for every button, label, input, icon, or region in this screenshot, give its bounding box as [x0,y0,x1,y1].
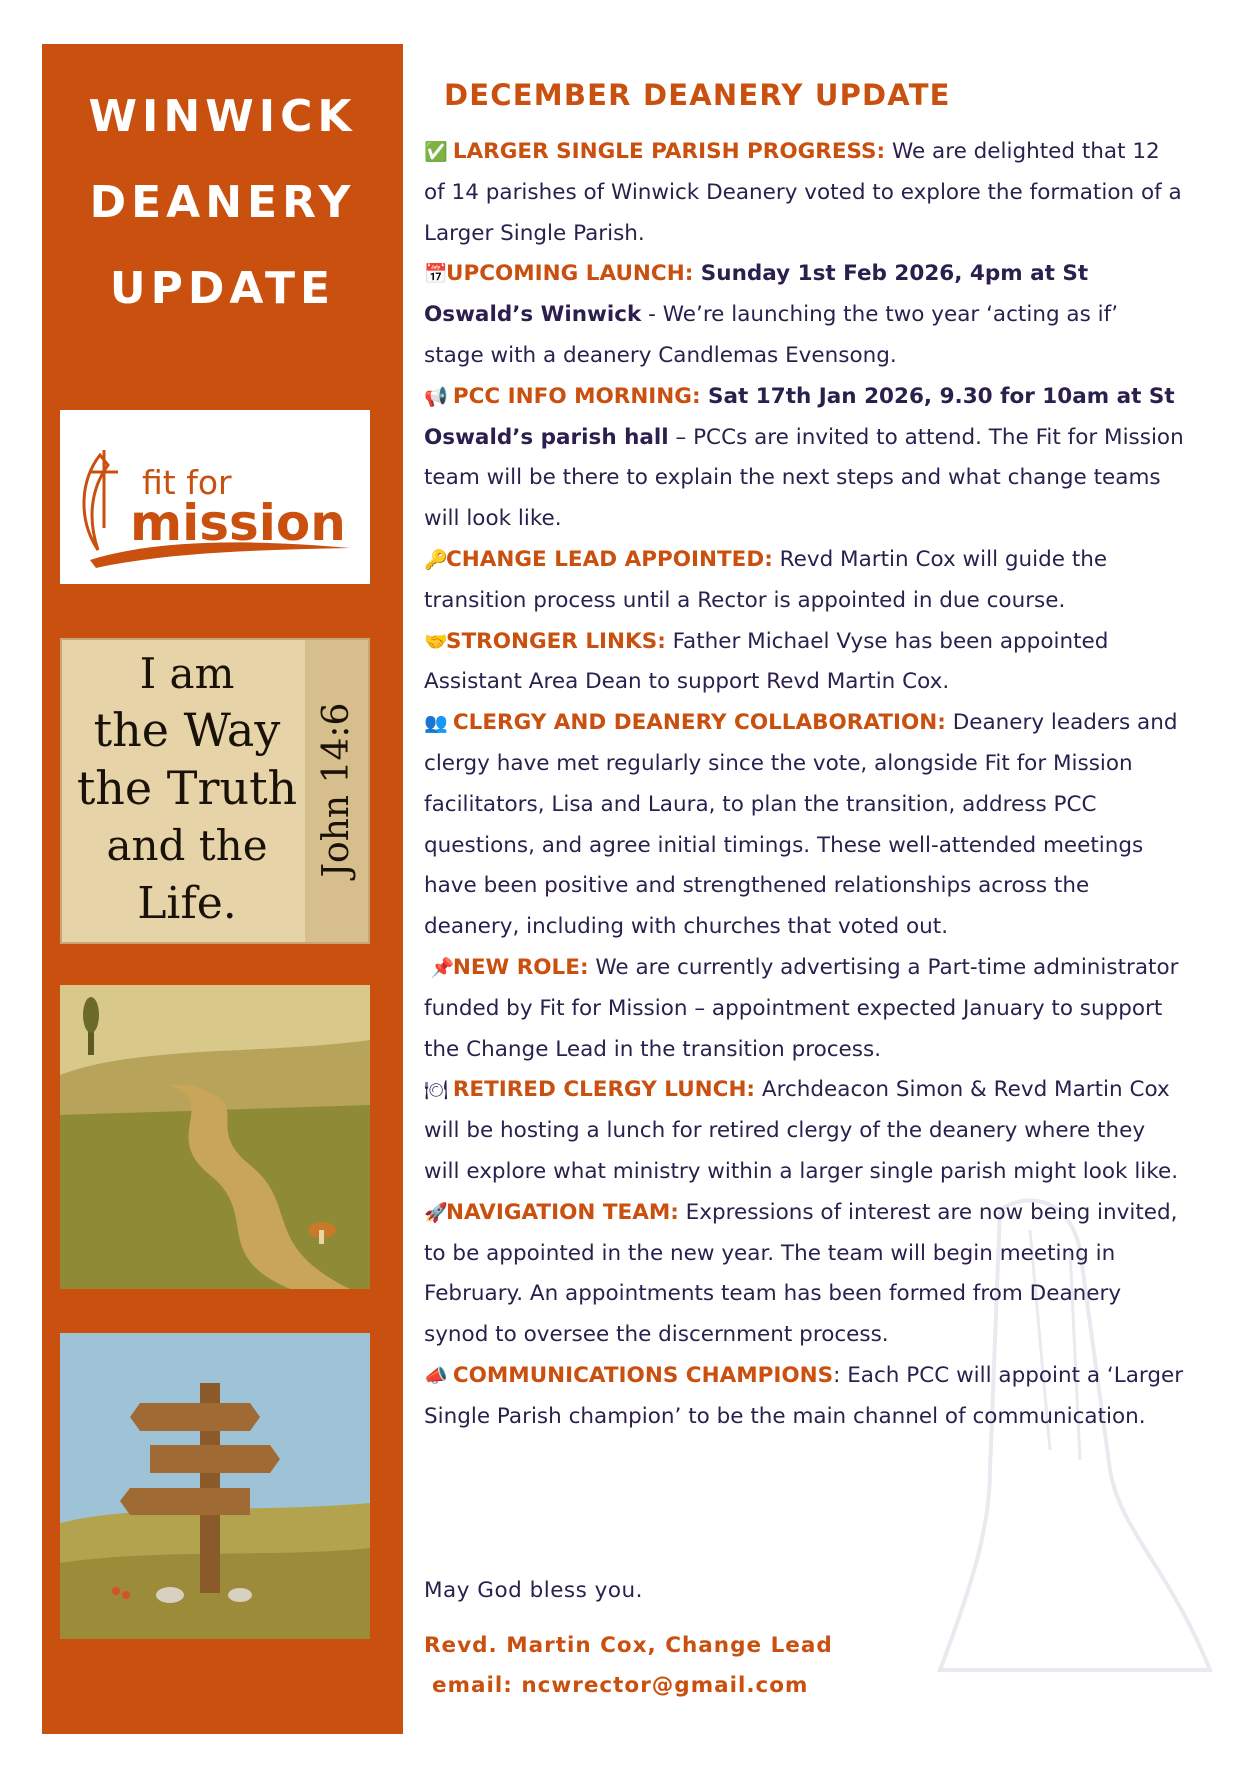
item-text: Expressions of interest are now being invited, to be appointed in the new year. The team will begin meeting in February. An appointments team has been formed from Deanery synod to oversee the discernment process. [424,1199,1178,1348]
item-label: LARGER SINGLE PARISH PROGRESS: [452,139,886,164]
sidebar-title-line-1: WINWICK [88,91,357,142]
blessing: May God bless you. [424,1578,644,1603]
update-item [424,377,1184,540]
signpost-painting [60,1333,370,1639]
people-icon: 👥 [424,712,448,735]
fork-knife-icon: 🍽 [424,1079,449,1102]
item-label: CLERGY AND DEANERY COLLABORATION: [452,710,946,736]
update-item [424,1193,1184,1356]
key-icon: 🔑 [424,548,448,571]
megaphone-icon: 📢 [424,385,448,408]
verse-reference: John 14:6 [316,702,357,878]
item-text: Archdeacon Simon & Revd Martin Cox will be hosting a lunch for retired clergy of the deanery where they will explore what ministry within a larger single parish might look like. [424,1077,1179,1184]
sidebar [42,44,403,1734]
update-item [424,254,1184,376]
rocket-icon: 🚀 [424,1201,448,1224]
verse-line-1: I am [139,649,235,698]
footprints-path-painting [60,985,370,1289]
item-text: Father Michael Vyse has been appointed Assistant Area Dean to support Revd Martin Cox. [424,628,1109,695]
signature-block [424,1626,833,1706]
item-text: : Each PCC will appoint a ‘Larger Single Parish champion’ to be the main channel of communication. [424,1362,1184,1429]
verse-line-5: Life. [137,878,237,929]
calendar-icon: 📅 [424,263,448,286]
item-label: RETIRED CLERGY LUNCH: [452,1077,756,1103]
update-item [424,622,1184,704]
sidebar-title [42,74,403,332]
loudspeaker-icon: 📣 [424,1364,448,1387]
verse-line-4: and the [106,821,268,870]
item-text: Revd Martin Cox will guide the transition process until a Rector is appointed in due course. [424,546,1108,613]
update-item [424,948,1184,1070]
item-label: NEW ROLE: [452,954,589,980]
fit-for-mission-logo [60,410,370,584]
item-text: - We’re launching the two year ‘acting as if’ stage with a deanery Candlemas Evensong. [424,302,1119,368]
fit-logo-line1: fit for [142,463,232,502]
sidebar-title-line-3: UPDATE [109,263,336,314]
verse-line-2: the Way [93,703,281,757]
signature-email[interactable]: email: ncwrector@gmail.com [432,1673,809,1698]
item-text: We are delighted that 12 of 14 parishes of Winwick Deanery voted to explore the formation of a Larger Single Parish. [424,139,1182,246]
fit-logo-line2: mission [130,494,346,552]
verse-line-3: the Truth [76,761,298,815]
item-text: Deanery leaders and clergy have met regularly since the vote, alongside Fit for Mission facilitators, Lisa and Laura, to plan the transition, address PCC questions, and agree initial timings. These well-attended meetings have been positive and strengthened relationships across the deanery, including with churches that voted out. [424,710,1178,940]
handshake-icon: 🤝 [424,630,448,653]
signature-name: Revd. Martin Cox, Change Lead [424,1633,833,1658]
item-text: – PCCs are invited to attend. The Fit for Mission team will be there to explain the next steps and what change teams will look like. [424,424,1184,532]
item-label: STRONGER LINKS: [446,628,666,654]
item-label: UPCOMING LAUNCH: [446,261,694,287]
item-label: PCC INFO MORNING: [452,383,701,409]
item-label: COMMUNICATIONS CHAMPIONS [452,1362,834,1388]
update-item [424,703,1184,948]
update-item [424,1356,1184,1438]
update-list [424,132,1184,1438]
pushpin-icon: 📌 [430,956,455,979]
page-heading: DECEMBER DEANERY UPDATE [444,78,951,112]
item-label: CHANGE LEAD APPOINTED: [446,546,773,572]
item-label: NAVIGATION TEAM: [446,1199,679,1225]
sidebar-title-line-2: DEANERY [89,177,356,228]
item-text: We are currently advertising a Part-time administrator funded by Fit for Mission – appointment expected January to support the Change Lead in the transition process. [424,954,1179,1062]
update-item [424,132,1184,254]
item-highlight: Sat 17th Jan 2026, 9.30 for 10am at St Oswald’s parish hall [424,383,1175,450]
john-14-6-verse-image [60,638,370,944]
update-item [424,1070,1184,1192]
item-highlight: Sunday 1st Feb 2026, 4pm at St Oswald’s Winwick [424,261,1089,328]
check-icon: ✅ [424,141,448,163]
update-item [424,540,1184,622]
